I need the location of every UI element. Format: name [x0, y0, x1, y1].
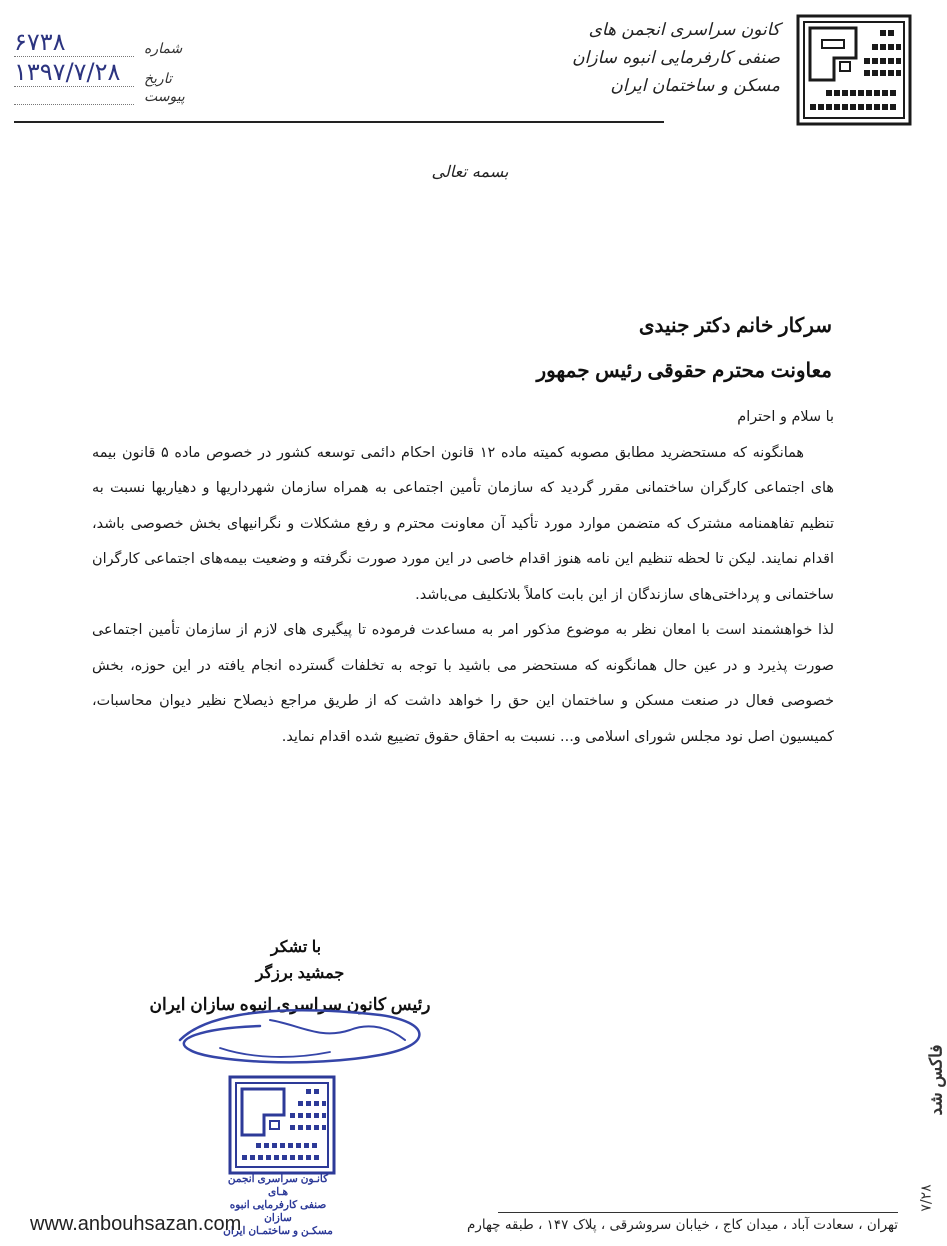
- letter-body: [92, 400, 834, 755]
- header-divider: [14, 121, 664, 123]
- signer-name: جمشید برزگر: [255, 965, 345, 982]
- stamp-line-2: صنفی کارفرمایی انبوه سازان: [229, 1199, 327, 1224]
- signer-title: رئیس کانون سراسری انبوه سازان ایران: [149, 995, 431, 1014]
- organization-logo: [796, 14, 912, 126]
- handwritten-signature: [150, 1000, 450, 1080]
- letter-number-label: شماره: [144, 41, 183, 57]
- org-name-line-1: کانون سراسری انجمن های: [588, 20, 780, 40]
- letter-attachment-label: پیوست: [144, 89, 185, 105]
- letter-date-label: تاریخ: [144, 71, 172, 87]
- blessing-heading: بسمه تعالی: [431, 162, 509, 181]
- body-paragraph-1: همانگونه که مستحضرید مطابق مصوبه کمیته ماده ۱۲ قانون احکام دائمی توسعه کشور در خصوص ماده ۵ قانون بیمه های اجتماعی کارگران ساختمانی مقرر گردید که سازمان تأمین اجتماعی به همراه سازمان شهرداریها و دهیاریها نسبت به تنظیم تفاهمنامه مشترک که متضمن موارد مورد تأکید آن معاونت محترم و رفع مشکلات و نگرانیهای بخش خصوصی باشد، اقدام نمایند. لیکن تا لحظه تنظیم این نامه هنوز اقدام خاصی در این مورد صورت نگرفته و وضعیت بیمه‌های اجتماعی کارگران ساختمانی و پرداختی‌های سازندگان از این بابت کاملاً بلاتکلیف می‌باشد.: [92, 444, 834, 603]
- letter-attachment-row: [14, 88, 185, 105]
- stamp-line-3: مسکـن و ساختمـان ایران: [223, 1225, 333, 1237]
- organization-stamp: [228, 1075, 338, 1175]
- attachment-value: [14, 88, 134, 105]
- letter-number-row: [14, 28, 182, 57]
- addressee-name: سرکار خانم دکتر جنیدی: [638, 315, 832, 337]
- org-name-line-3: مسکن و ساختمان ایران: [610, 76, 780, 96]
- stamp-line-1: کانـون سراسری انجمن هـای: [227, 1173, 329, 1198]
- website-link[interactable]: www.anbouhsazan.com: [30, 1213, 242, 1235]
- org-name-line-2: صنفی کارفرمایی انبوه سازان: [572, 48, 780, 68]
- organization-name: [550, 16, 780, 100]
- addressee-title: معاونت محترم حقوقی رئیس جمهور: [536, 360, 832, 382]
- letter-date: ۱۳۹۷/۷/۲۸: [14, 58, 134, 87]
- letter-number: ۶۷۳۸: [14, 28, 134, 57]
- body-paragraph-2: لذا خواهشمند است با امعان نظر به موضوع مذکور امر به مساعدت فرموده تا پیگیری های لازم از سازمان تأمین اجتماعی صورت پذیرد و در عین حال همانگونه که مستحضر می باشید با توجه به تخلفات گسترده انجام یافته در این حوزه، بخش خصوصی فعال در صنعت مسکن و ساختمان این حق را خواهد داشت که از طریق مراجع ذیصلاح نظیر دیوان محاسبات، کمیسیون اصل نود مجلس شورای اسلامی و... نسبت به احقاق حقوق تضییع شده اقدام نماید.: [92, 622, 834, 745]
- fax-date-mark: ۷/۲۸: [918, 1184, 935, 1212]
- footer-address: تهران ، سعادت آباد ، میدان کاج ، خیابان سروشرقی ، پلاک ۱۴۷ ، طبقه چهارم: [466, 1217, 898, 1233]
- greeting: با سلام و احترام: [737, 409, 834, 425]
- fax-sent-mark: فاکس شد: [926, 1044, 946, 1116]
- footer-divider: [498, 1212, 898, 1213]
- letter-date-row: [14, 58, 172, 87]
- closing-thanks: با تشکر: [270, 939, 322, 956]
